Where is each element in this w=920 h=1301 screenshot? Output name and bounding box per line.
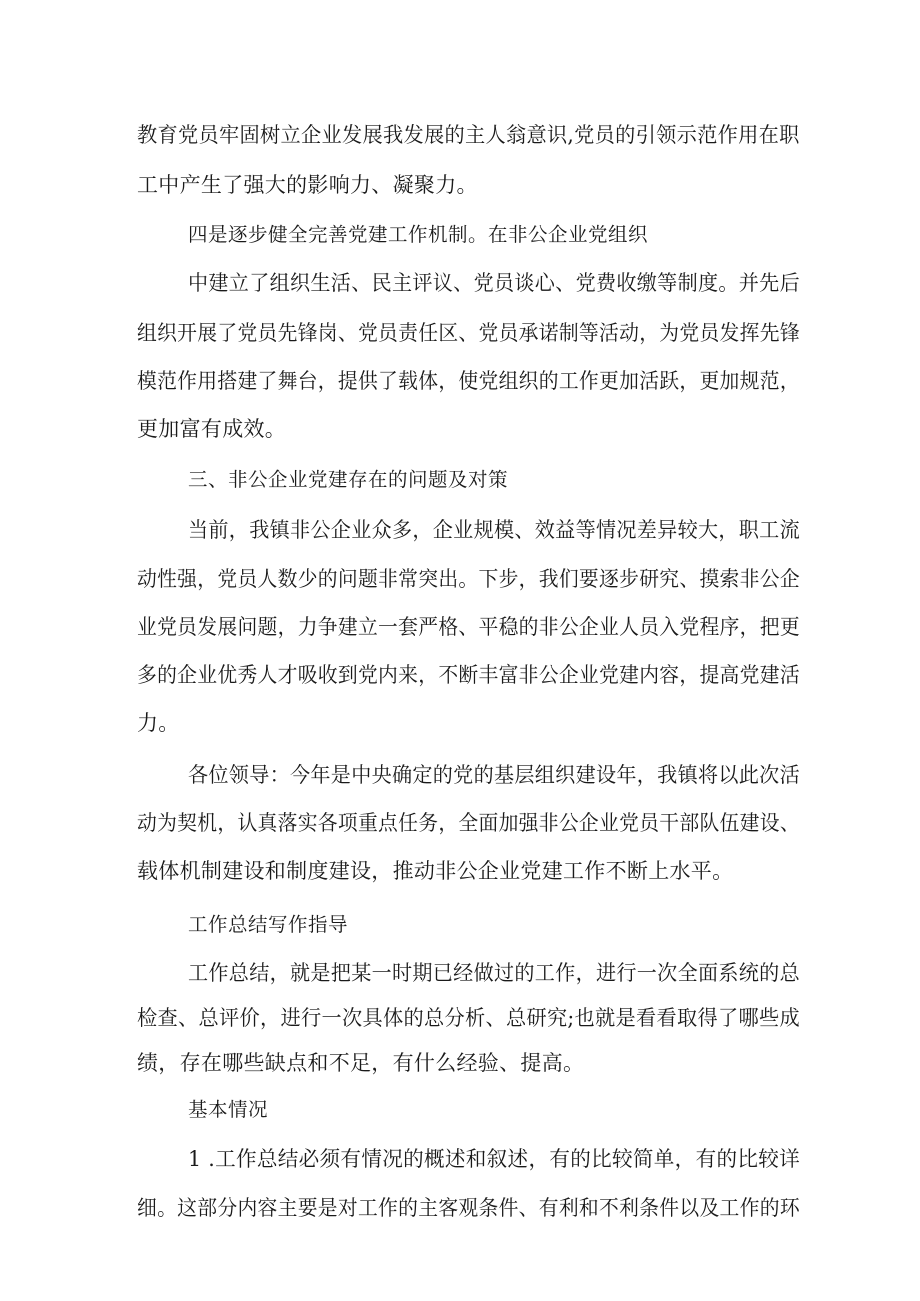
text-line: 动为契机，认真落实各项重点任务，全面加强非公企业党员干部队伍建设、: [137, 811, 800, 835]
text-line: 当前，我镇非公企业众多，企业规模、效益等情况差异较大，职工流: [188, 518, 800, 542]
text-line: 业党员发展问题，力争建立一套严格、平稳的非公企业人员入党程序，把更: [137, 615, 800, 639]
text-line: 多的企业优秀人才吸收到党内来，不断丰富非公企业党建内容，提高党建活: [137, 663, 800, 687]
section-heading: 四是逐步健全完善党建工作机制。在非公企业党组织: [188, 223, 649, 246]
text-line: 模范作用搭建了舞台，提供了载体，使党组织的工作更加活跃，更加规范，: [137, 369, 800, 393]
text-line: 工作总结，就是把某一时期已经做过的工作，进行一次全面系统的总: [188, 961, 800, 985]
section-heading: 工作总结写作指导: [188, 913, 349, 936]
section-heading: 基本情况: [188, 1098, 269, 1121]
text-line: 教育党员牢固树立企业发展我发展的主人翁意识,党员的引领示范作用在职: [137, 123, 800, 147]
text-line: 更加富有成效。: [137, 417, 287, 441]
text-line: 力。: [137, 711, 180, 735]
text-line: 1 .工作总结必须有情况的概述和叙述，有的比较简单，有的比较详: [188, 1147, 801, 1171]
text-line: 绩，存在哪些缺点和不足，有什么经验、提高。: [137, 1051, 585, 1075]
text-line: 工中产生了强大的影响力、凝聚力。: [137, 173, 478, 197]
text-line: 检查、总评价，进行一次具体的总分析、总研究;也就是看看取得了哪些成: [137, 1006, 801, 1030]
text-line: 细。这部分内容主要是对工作的主客观条件、有利和不利条件以及工作的环: [137, 1196, 800, 1220]
text-line: 中建立了组织生活、民主评议、党员谈心、党费收缴等制度。并先后: [188, 271, 800, 295]
text-line: 各位领导：今年是中央确定的党的基层组织建设年，我镇将以此次活: [188, 763, 800, 787]
text-line: 动性强，党员人数少的问题非常突出。下步，我们要逐步研究、摸索非公企: [137, 567, 800, 591]
section-heading: 三、非公企业党建存在的问题及对策: [188, 468, 509, 491]
text-line: 组织开展了党员先锋岗、党员责任区、党员承诺制等活动，为党员发挥先锋: [137, 321, 800, 345]
text-line: 载体机制建设和制度建设，推动非公企业党建工作不断上水平。: [137, 859, 734, 883]
